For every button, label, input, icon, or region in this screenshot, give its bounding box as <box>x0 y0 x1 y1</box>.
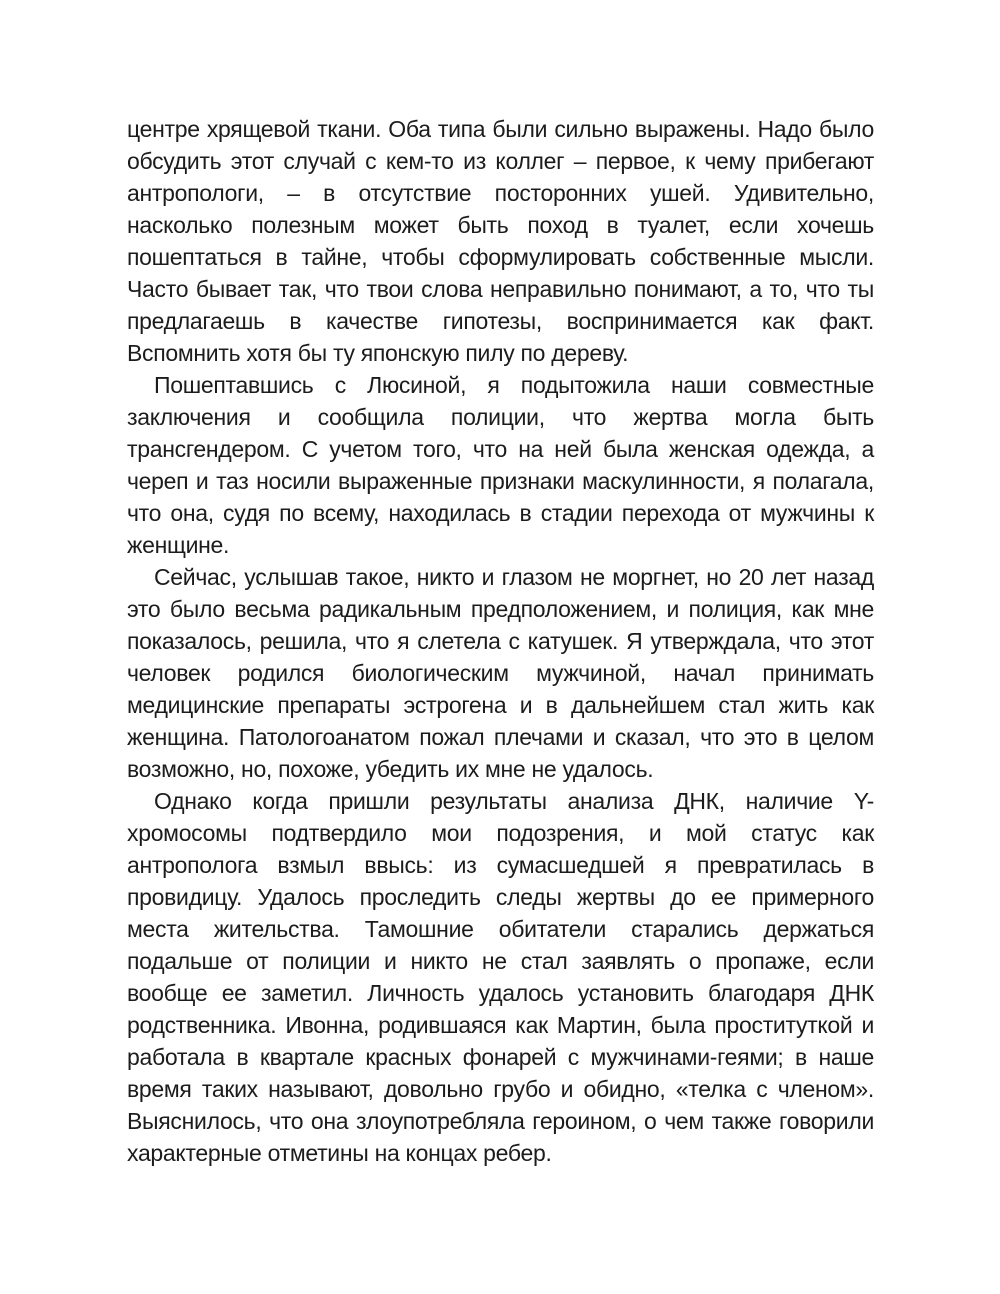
text-column <box>127 113 874 1169</box>
paragraph-1: центре хрящевой ткани. Оба типа были сильно выражены. Надо было обсудить этот случай с кем-то из коллег – первое, к чему прибегают антропологи, – в отсутствие посторонних ушей. Удивительно, насколько полезным может быть поход в туалет, если хочешь пошептаться в тайне, чтобы сформулировать собственные мысли. Часто бывает так, что твои слова неправильно понимают, а то, что ты предлагаешь в качестве гипотезы, воспринимается как факт. Вспомнить хотя бы ту японскую пилу по дереву. <box>127 116 874 366</box>
paragraph-3: Сейчас, услышав такое, никто и глазом не моргнет, но 20 лет назад это было весьма радикальным предположением, и полиция, как мне показалось, решила, что я слетела с катушек. Я утверждала, что этот человек родился биологическим мужчиной, начал принимать медицинские препараты эстрогена и в дальнейшем стал жить как женщина. Патологоанатом пожал плечами и сказал, что это в целом возможно, но, похоже, убедить их мне не удалось. <box>127 564 874 782</box>
paragraph-4: Однако когда пришли результаты анализа ДНК, наличие Y-хромосомы подтвердило мои подозрения, и мой статус как антрополога взмыл ввысь: из сумасшедшей я превратилась в провидицу. Удалось проследить следы жертвы до ее примерного места жительства. Тамошние обитатели старались держаться подальше от полиции и никто не стал заявлять о пропаже, если вообще ее заметил. Личность удалось установить благодаря ДНК родственника. Ивонна, родившаяся как Мартин, была проституткой и работала в квартале красных фонарей с мужчинами-геями; в наше время таких называют, довольно грубо и обидно, «телка с членом». Выяснилось, что она злоупотребляла героином, о чем также говорили характерные отметины на концах ребер. <box>127 788 874 1166</box>
paragraph-2: Пошептавшись с Люсиной, я подытожила наши совместные заключения и сообщила полиции, что жертва могла быть трансгендером. С учетом того, что на ней была женская одежда, а череп и таз носили выраженные признаки маскулинности, я полагала, что она, судя по всему, находилась в стадии перехода от мужчины к женщине. <box>127 372 874 558</box>
